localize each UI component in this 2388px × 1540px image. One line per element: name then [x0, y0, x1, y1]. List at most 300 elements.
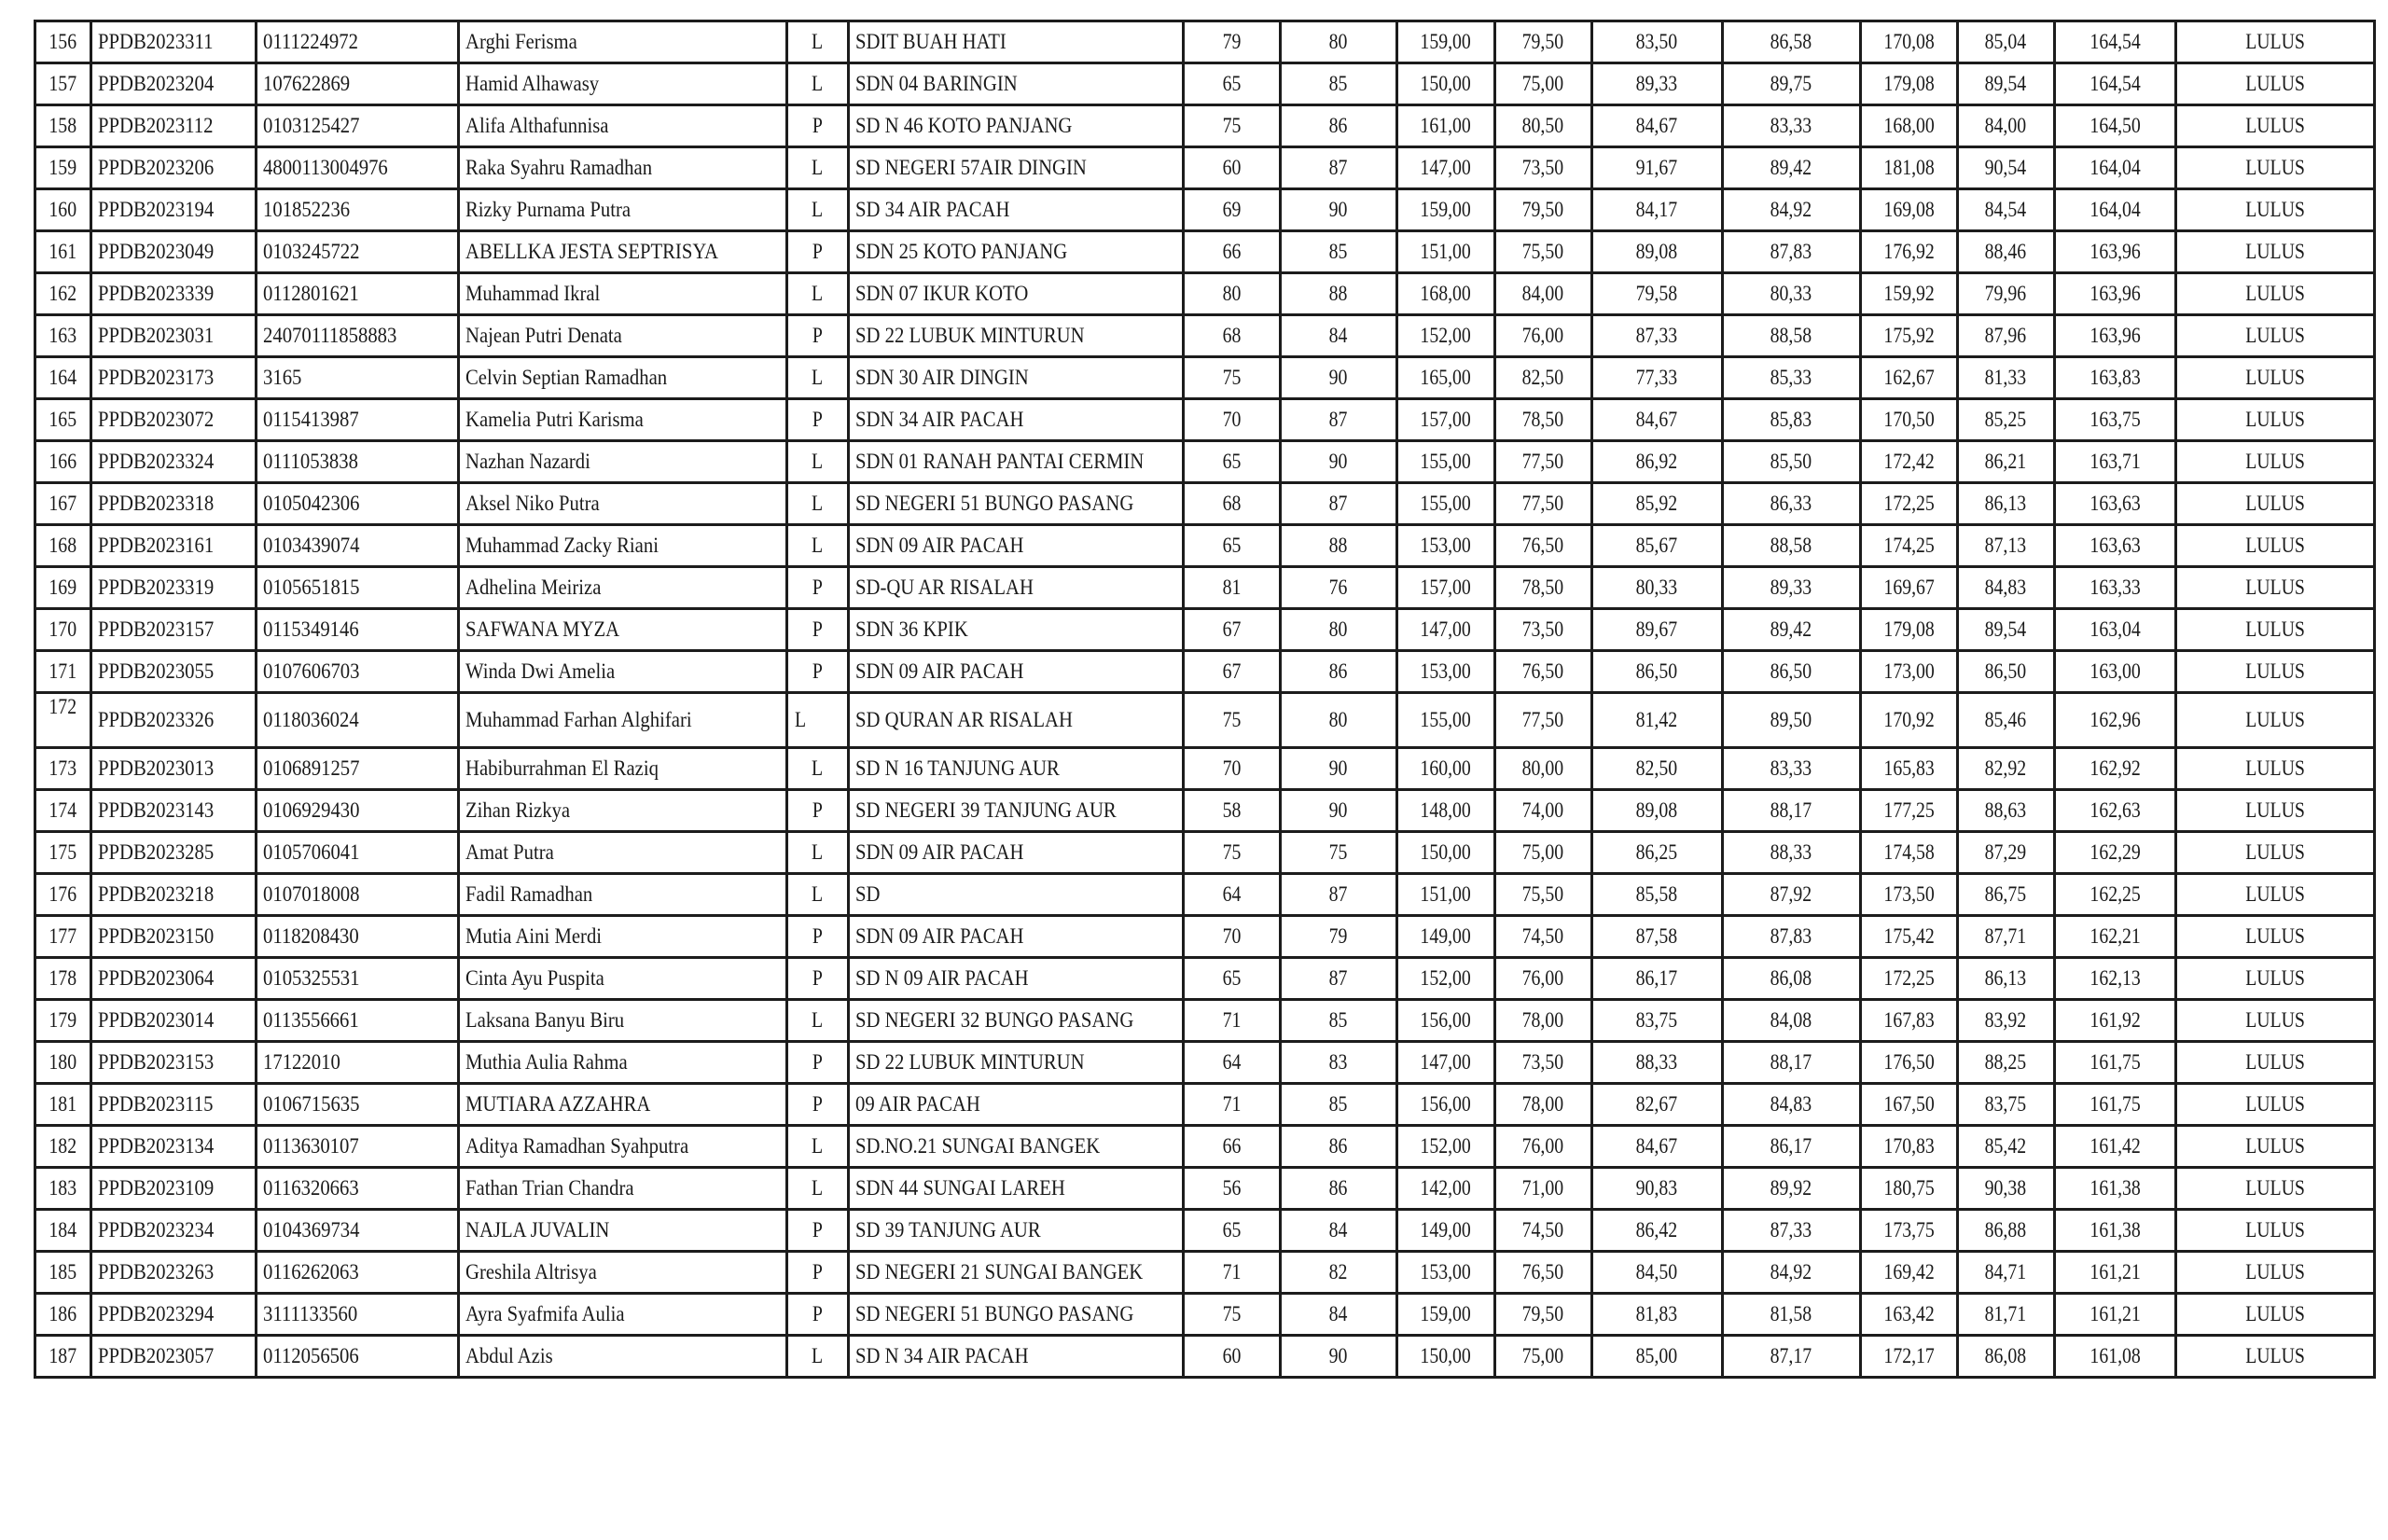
- score-average-1-text: 79,50: [1521, 30, 1564, 53]
- cell-origin-school: [849, 1084, 1184, 1126]
- cell-report-score-2: [1722, 399, 1860, 441]
- score-average-1-text: 80,00: [1521, 756, 1564, 780]
- score-2-text: 84: [1328, 1302, 1348, 1325]
- registration-number-text: PPDB2023134: [98, 1134, 215, 1158]
- cell-report-average: [1957, 231, 2054, 273]
- cell-report-score-1: [1591, 567, 1722, 609]
- cell-score-2: [1280, 147, 1396, 189]
- cell-final-score: [2054, 958, 2175, 1000]
- report-score-2-text: 85,83: [1770, 408, 1812, 431]
- cell-score-2: [1280, 1084, 1396, 1126]
- report-average-text: 84,71: [1984, 1260, 2027, 1283]
- cell-report-average: [1957, 147, 2054, 189]
- score-1-text: 65: [1222, 966, 1242, 990]
- score-average-1-text: 74,50: [1521, 1218, 1564, 1242]
- status-text: LULUS: [2244, 408, 2305, 431]
- cell-nisn: [257, 874, 459, 916]
- cell-student-name: [459, 693, 787, 748]
- cell-origin-school: [849, 315, 1184, 357]
- cell-nisn: [257, 63, 459, 105]
- report-sum-text: 173,50: [1882, 882, 1935, 906]
- cell-score-sum-1: [1396, 832, 1494, 874]
- row-number-text: 172: [49, 695, 77, 718]
- gender-text: P: [812, 1218, 823, 1242]
- status-text: LULUS: [2244, 450, 2305, 473]
- report-average-text: 86,08: [1984, 1344, 2027, 1367]
- cell-status: [2175, 651, 2374, 693]
- report-score-2-text: 84,92: [1770, 1260, 1812, 1283]
- cell-score-sum-1: [1396, 63, 1494, 105]
- cell-score-1: [1183, 693, 1280, 748]
- report-score-1-text: 84,67: [1635, 1134, 1678, 1158]
- cell-report-average: [1957, 1000, 2054, 1042]
- cell-score-sum-1: [1396, 105, 1494, 147]
- report-score-2-text: 89,92: [1770, 1176, 1812, 1200]
- student-name-text: Zihan Rizkya: [465, 798, 571, 822]
- cell-nisn: [257, 315, 459, 357]
- cell-status: [2175, 790, 2374, 832]
- cell-score-1: [1183, 147, 1280, 189]
- score-2-text: 88: [1328, 282, 1348, 305]
- gender-text: P: [812, 617, 823, 641]
- cell-nisn: [257, 399, 459, 441]
- cell-report-score-2: [1722, 1252, 1860, 1294]
- cell-report-score-2: [1722, 1084, 1860, 1126]
- cell-score-1: [1183, 441, 1280, 483]
- cell-nisn: [257, 357, 459, 399]
- report-score-1-text: 81,42: [1635, 708, 1678, 731]
- cell-score-1: [1183, 189, 1280, 231]
- cell-score-1: [1183, 525, 1280, 567]
- cell-score-1: [1183, 958, 1280, 1000]
- cell-gender: [787, 63, 849, 105]
- cell-final-score: [2054, 1000, 2175, 1042]
- cell-report-sum: [1860, 1252, 1957, 1294]
- score-average-1-text: 76,00: [1521, 1134, 1564, 1158]
- nisn-text: 17122010: [263, 1050, 340, 1074]
- report-score-2-text: 88,33: [1770, 840, 1812, 864]
- score-average-1-text: 76,00: [1521, 966, 1564, 990]
- cell-score-average-1: [1494, 748, 1591, 790]
- cell-registration-number: [91, 651, 257, 693]
- cell-report-score-1: [1591, 1252, 1722, 1294]
- registration-number-text: PPDB2023055: [98, 659, 215, 683]
- final-score-text: 161,08: [2089, 1344, 2141, 1367]
- cell-report-score-2: [1722, 567, 1860, 609]
- score-2-text: 90: [1328, 1344, 1348, 1367]
- report-sum-text: 172,25: [1882, 966, 1935, 990]
- nisn-text: 0105651815: [263, 576, 360, 599]
- cell-score-average-1: [1494, 1336, 1591, 1378]
- registration-number-text: PPDB2023326: [98, 708, 215, 731]
- cell-student-name: [459, 147, 787, 189]
- registration-number-text: PPDB2023153: [98, 1050, 215, 1074]
- score-2-text: 84: [1328, 1218, 1348, 1242]
- cell-student-name: [459, 105, 787, 147]
- cell-final-score: [2054, 1168, 2175, 1210]
- report-score-2-text: 89,75: [1770, 72, 1812, 95]
- cell-report-score-2: [1722, 525, 1860, 567]
- cell-final-score: [2054, 832, 2175, 874]
- origin-school-text: SDIT BUAH HATI: [855, 30, 1007, 53]
- report-average-text: 85,46: [1984, 708, 2027, 731]
- cell-report-score-1: [1591, 63, 1722, 105]
- score-sum-1-text: 147,00: [1420, 617, 1471, 641]
- report-score-2-text: 84,08: [1770, 1008, 1812, 1032]
- cell-score-1: [1183, 874, 1280, 916]
- cell-score-2: [1280, 693, 1396, 748]
- report-sum-text: 165,83: [1882, 756, 1935, 780]
- gender-text: P: [812, 924, 823, 948]
- report-score-1-text: 88,33: [1635, 1050, 1678, 1074]
- cell-score-sum-1: [1396, 147, 1494, 189]
- cell-report-average: [1957, 1126, 2054, 1168]
- row-number-text: 179: [49, 1008, 77, 1032]
- cell-report-score-1: [1591, 651, 1722, 693]
- cell-nisn: [257, 651, 459, 693]
- final-score-text: 162,63: [2089, 798, 2141, 822]
- cell-registration-number: [91, 1210, 257, 1252]
- report-average-text: 85,04: [1984, 30, 2027, 53]
- registration-number-text: PPDB2023157: [98, 617, 215, 641]
- status-text: LULUS: [2244, 30, 2305, 53]
- student-name-text: Celvin Septian Ramadhan: [465, 366, 668, 389]
- score-2-text: 87: [1328, 882, 1348, 906]
- cell-score-1: [1183, 832, 1280, 874]
- table-row: [35, 567, 2375, 609]
- status-text: LULUS: [2244, 324, 2305, 347]
- score-average-1-text: 78,00: [1521, 1008, 1564, 1032]
- status-text: LULUS: [2244, 72, 2305, 95]
- cell-score-sum-1: [1396, 1336, 1494, 1378]
- row-number-text: 161: [49, 240, 77, 263]
- nisn-text: 3165: [263, 366, 302, 389]
- score-2-text: 80: [1328, 708, 1348, 731]
- final-score-text: 163,96: [2089, 324, 2141, 347]
- cell-score-sum-1: [1396, 1294, 1494, 1336]
- cell-report-average: [1957, 483, 2054, 525]
- score-1-text: 68: [1222, 324, 1242, 347]
- score-2-text: 80: [1328, 30, 1348, 53]
- score-sum-1-text: 160,00: [1420, 756, 1471, 780]
- cell-nisn: [257, 525, 459, 567]
- report-sum-text: 170,50: [1882, 408, 1935, 431]
- cell-report-sum: [1860, 315, 1957, 357]
- report-sum-text: 163,42: [1882, 1302, 1935, 1325]
- student-name-text: Laksana Banyu Biru: [465, 1008, 625, 1032]
- cell-status: [2175, 832, 2374, 874]
- cell-gender: [787, 315, 849, 357]
- nisn-text: 0105325531: [263, 966, 360, 990]
- cell-report-score-2: [1722, 63, 1860, 105]
- report-score-2-text: 81,58: [1770, 1302, 1812, 1325]
- cell-report-sum: [1860, 399, 1957, 441]
- cell-score-2: [1280, 189, 1396, 231]
- cell-score-2: [1280, 609, 1396, 651]
- cell-final-score: [2054, 147, 2175, 189]
- cell-student-name: [459, 1000, 787, 1042]
- registration-number-text: PPDB2023218: [98, 882, 215, 906]
- nisn-text: 101852236: [263, 198, 351, 221]
- row-number-text: 166: [49, 450, 77, 473]
- score-2-text: 87: [1328, 966, 1348, 990]
- cell-report-score-2: [1722, 651, 1860, 693]
- cell-origin-school: [849, 567, 1184, 609]
- cell-student-name: [459, 958, 787, 1000]
- cell-student-name: [459, 1252, 787, 1294]
- cell-score-2: [1280, 651, 1396, 693]
- cell-student-name: [459, 231, 787, 273]
- gender-text: P: [812, 324, 823, 347]
- cell-score-average-1: [1494, 273, 1591, 315]
- cell-nisn: [257, 21, 459, 63]
- cell-gender: [787, 790, 849, 832]
- score-1-text: 66: [1222, 240, 1242, 263]
- cell-score-average-1: [1494, 441, 1591, 483]
- cell-score-1: [1183, 399, 1280, 441]
- final-score-text: 162,13: [2089, 966, 2141, 990]
- origin-school-text: SDN 01 RANAH PANTAI CERMIN: [855, 450, 1145, 473]
- registration-number-text: PPDB2023234: [98, 1218, 215, 1242]
- row-number-text: 164: [49, 366, 77, 389]
- cell-report-average: [1957, 832, 2054, 874]
- cell-score-2: [1280, 1336, 1396, 1378]
- nisn-text: 0107606703: [263, 659, 360, 683]
- origin-school-text: SD N 34 AIR PACAH: [855, 1344, 1029, 1367]
- table-row: [35, 147, 2375, 189]
- cell-nisn: [257, 1210, 459, 1252]
- score-sum-1-text: 151,00: [1420, 240, 1471, 263]
- score-1-text: 75: [1222, 840, 1242, 864]
- cell-status: [2175, 958, 2374, 1000]
- cell-report-score-1: [1591, 1042, 1722, 1084]
- report-average-text: 84,54: [1984, 198, 2027, 221]
- registration-number-text: PPDB2023294: [98, 1302, 215, 1325]
- score-sum-1-text: 159,00: [1420, 198, 1471, 221]
- cell-report-sum: [1860, 693, 1957, 748]
- gender-text: L: [812, 1008, 824, 1032]
- status-text: LULUS: [2244, 1092, 2305, 1116]
- origin-school-text: SD NEGERI 21 SUNGAI BANGEK: [855, 1260, 1144, 1283]
- cell-origin-school: [849, 147, 1184, 189]
- table-row: [35, 525, 2375, 567]
- gender-text: L: [812, 156, 824, 179]
- cell-report-sum: [1860, 874, 1957, 916]
- cell-final-score: [2054, 315, 2175, 357]
- final-score-text: 162,25: [2089, 882, 2141, 906]
- gender-text: L: [812, 30, 824, 53]
- final-score-text: 161,21: [2089, 1260, 2141, 1283]
- score-1-text: 71: [1222, 1008, 1242, 1032]
- cell-report-score-2: [1722, 874, 1860, 916]
- status-text: LULUS: [2244, 198, 2305, 221]
- row-number-text: 156: [49, 30, 77, 53]
- cell-gender: [787, 357, 849, 399]
- registration-number-text: PPDB2023311: [98, 30, 214, 53]
- score-2-text: 85: [1328, 1092, 1348, 1116]
- score-average-1-text: 75,00: [1521, 72, 1564, 95]
- cell-nisn: [257, 832, 459, 874]
- cell-report-score-2: [1722, 958, 1860, 1000]
- score-sum-1-text: 152,00: [1420, 966, 1471, 990]
- cell-report-average: [1957, 63, 2054, 105]
- cell-gender: [787, 1336, 849, 1378]
- final-score-text: 163,04: [2089, 617, 2141, 641]
- score-2-text: 79: [1328, 924, 1348, 948]
- nisn-text: 0116262063: [263, 1260, 359, 1283]
- cell-gender: [787, 231, 849, 273]
- report-score-1-text: 85,00: [1635, 1344, 1678, 1367]
- score-average-1-text: 74,50: [1521, 924, 1564, 948]
- table-row: [35, 357, 2375, 399]
- registration-number-text: PPDB2023072: [98, 408, 215, 431]
- cell-final-score: [2054, 916, 2175, 958]
- origin-school-text: SDN 44 SUNGAI LAREH: [855, 1176, 1065, 1200]
- row-number-text: 181: [49, 1092, 77, 1116]
- cell-report-average: [1957, 1042, 2054, 1084]
- table-row: [35, 1084, 2375, 1126]
- report-sum-text: 172,17: [1882, 1344, 1935, 1367]
- cell-score-2: [1280, 1042, 1396, 1084]
- report-score-1-text: 83,75: [1635, 1008, 1678, 1032]
- origin-school-text: SDN 09 AIR PACAH: [855, 534, 1024, 557]
- cell-gender: [787, 105, 849, 147]
- score-2-text: 87: [1328, 492, 1348, 515]
- student-name-text: NAJLA JUVALIN: [465, 1218, 610, 1242]
- cell-report-score-2: [1722, 1210, 1860, 1252]
- cell-final-score: [2054, 399, 2175, 441]
- cell-gender: [787, 21, 849, 63]
- score-average-1-text: 74,00: [1521, 798, 1564, 822]
- cell-student-name: [459, 790, 787, 832]
- cell-score-1: [1183, 1210, 1280, 1252]
- report-average-text: 86,13: [1984, 492, 2027, 515]
- gender-text: P: [812, 966, 823, 990]
- registration-number-text: PPDB2023318: [98, 492, 215, 515]
- cell-report-score-2: [1722, 1336, 1860, 1378]
- cell-nisn: [257, 1126, 459, 1168]
- cell-score-2: [1280, 958, 1396, 1000]
- cell-score-2: [1280, 483, 1396, 525]
- origin-school-text: SD N 09 AIR PACAH: [855, 966, 1029, 990]
- cell-report-score-1: [1591, 958, 1722, 1000]
- score-average-1-text: 77,50: [1521, 492, 1564, 515]
- cell-score-sum-1: [1396, 1168, 1494, 1210]
- cell-origin-school: [849, 525, 1184, 567]
- student-name-text: Rizky Purnama Putra: [465, 198, 632, 221]
- cell-row-number: [35, 357, 91, 399]
- cell-score-2: [1280, 525, 1396, 567]
- table-row: [35, 748, 2375, 790]
- report-score-2-text: 89,33: [1770, 576, 1812, 599]
- nisn-text: 0107018008: [263, 882, 360, 906]
- cell-student-name: [459, 315, 787, 357]
- cell-report-sum: [1860, 916, 1957, 958]
- cell-final-score: [2054, 1336, 2175, 1378]
- cell-nisn: [257, 483, 459, 525]
- gender-text: L: [812, 72, 824, 95]
- origin-school-text: SD NEGERI 39 TANJUNG AUR: [855, 798, 1117, 822]
- student-name-text: Abdul Azis: [465, 1344, 553, 1367]
- results-sheet: [34, 20, 2376, 1379]
- cell-score-sum-1: [1396, 874, 1494, 916]
- final-score-text: 162,29: [2089, 840, 2141, 864]
- cell-status: [2175, 1168, 2374, 1210]
- origin-school-text: SDN 30 AIR DINGIN: [855, 366, 1029, 389]
- score-average-1-text: 73,50: [1521, 1050, 1564, 1074]
- cell-row-number: [35, 790, 91, 832]
- cell-registration-number: [91, 1336, 257, 1378]
- cell-row-number: [35, 651, 91, 693]
- score-1-text: 65: [1222, 450, 1242, 473]
- nisn-text: 0112801621: [263, 282, 359, 305]
- student-name-text: Adhelina Meiriza: [465, 576, 602, 599]
- report-score-1-text: 86,25: [1635, 840, 1678, 864]
- cell-score-2: [1280, 1168, 1396, 1210]
- report-sum-text: 172,42: [1882, 450, 1935, 473]
- registration-number-text: PPDB2023194: [98, 198, 215, 221]
- score-average-1-text: 77,50: [1521, 450, 1564, 473]
- score-2-text: 84: [1328, 324, 1348, 347]
- final-score-text: 161,21: [2089, 1302, 2141, 1325]
- student-name-text: Muthia Aulia Rahma: [465, 1050, 628, 1074]
- final-score-text: 163,33: [2089, 576, 2141, 599]
- cell-report-sum: [1860, 958, 1957, 1000]
- cell-final-score: [2054, 1294, 2175, 1336]
- cell-row-number: [35, 693, 91, 748]
- row-number-text: 183: [49, 1176, 77, 1200]
- cell-report-score-2: [1722, 832, 1860, 874]
- cell-report-average: [1957, 958, 2054, 1000]
- cell-report-score-1: [1591, 693, 1722, 748]
- cell-report-sum: [1860, 832, 1957, 874]
- cell-report-score-2: [1722, 357, 1860, 399]
- nisn-text: 0106891257: [263, 756, 360, 780]
- report-sum-text: 169,08: [1882, 198, 1935, 221]
- cell-nisn: [257, 1084, 459, 1126]
- status-text: LULUS: [2244, 156, 2305, 179]
- score-average-1-text: 79,50: [1521, 198, 1564, 221]
- cell-student-name: [459, 63, 787, 105]
- final-score-text: 163,00: [2089, 659, 2141, 683]
- report-sum-text: 175,42: [1882, 924, 1935, 948]
- score-1-text: 66: [1222, 1134, 1242, 1158]
- score-sum-1-text: 156,00: [1420, 1008, 1471, 1032]
- cell-status: [2175, 748, 2374, 790]
- cell-final-score: [2054, 1084, 2175, 1126]
- cell-score-average-1: [1494, 1210, 1591, 1252]
- report-score-1-text: 79,58: [1635, 282, 1678, 305]
- cell-gender: [787, 189, 849, 231]
- cell-score-2: [1280, 357, 1396, 399]
- cell-gender: [787, 832, 849, 874]
- cell-report-score-1: [1591, 748, 1722, 790]
- cell-row-number: [35, 1084, 91, 1126]
- cell-registration-number: [91, 189, 257, 231]
- cell-report-score-1: [1591, 1084, 1722, 1126]
- cell-registration-number: [91, 1042, 257, 1084]
- report-score-2-text: 87,17: [1770, 1344, 1812, 1367]
- cell-report-score-1: [1591, 1336, 1722, 1378]
- final-score-text: 161,42: [2089, 1134, 2141, 1158]
- cell-registration-number: [91, 399, 257, 441]
- cell-gender: [787, 483, 849, 525]
- origin-school-text: SDN 36 KPIK: [855, 617, 968, 641]
- cell-score-1: [1183, 1126, 1280, 1168]
- report-sum-text: 181,08: [1882, 156, 1935, 179]
- score-1-text: 67: [1222, 659, 1242, 683]
- report-score-2-text: 85,33: [1770, 366, 1812, 389]
